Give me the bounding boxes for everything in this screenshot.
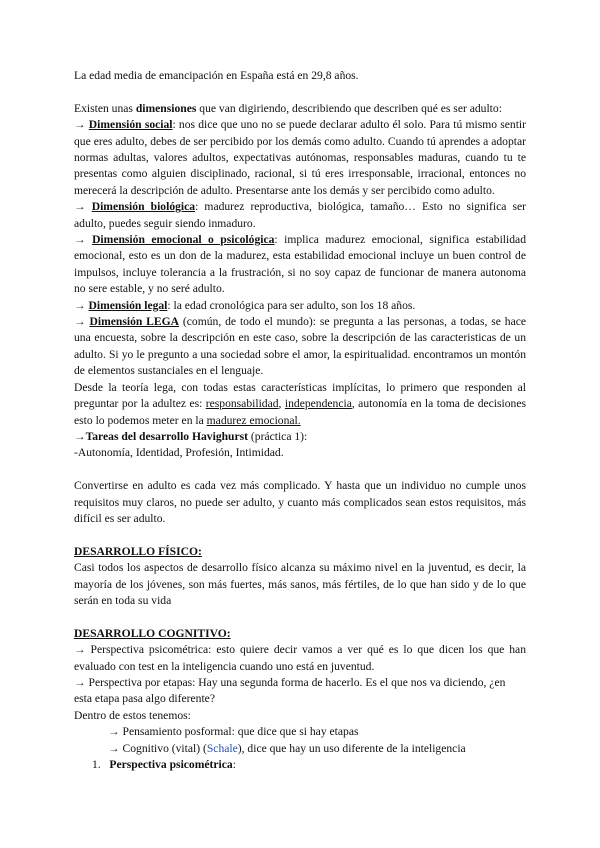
text-span: ), dice que hay un uso diferente de la inteligencia <box>237 741 466 755</box>
arrow-icon: → <box>74 200 92 214</box>
arrow-icon: → <box>74 298 89 312</box>
numbered-item <box>74 757 526 773</box>
text-span: (práctica 1): <box>248 429 308 443</box>
dimension-title: Dimensión emocional o psicológica <box>92 233 275 247</box>
spacer <box>74 84 526 100</box>
dentro-tenemos: Dentro de estos tenemos: <box>74 708 191 722</box>
item-number: 1. <box>92 758 101 771</box>
arrow-icon: → <box>74 429 86 443</box>
perspectiva-etapas: → Perspectiva por etapas: Hay una segunda forma de hacerlo. Es el que nos va diciendo, ¿en esta etapa pasa algo diferente? <box>74 675 506 706</box>
tareas-title: Tareas del desarrollo Havighurst <box>85 429 249 443</box>
convertirse-paragraph: Convertirse en adulto es cada vez más complicado. Y hasta que un individuo no cumple unos requisitos muy claros, no puede ser adulto, y cuanto más complicados sean estos requisitos, más difícil es ser adulto. <box>74 479 526 525</box>
arrow-icon: → <box>74 315 90 329</box>
dimension-title: Dimensión biológica <box>91 200 196 214</box>
text-span: Desde la teoría lega, con todas estas características implícitas, lo primero que responden al preguntar por la adultez es: <box>74 380 526 411</box>
tareas-list: -Autonomía, Identidad, Profesión, Intimidad. <box>74 446 284 460</box>
intro-paragraph: La edad media de emancipación en España está en 29,8 años. <box>74 69 359 82</box>
text-span: : <box>232 758 236 771</box>
sub-cognitivo-vital <box>74 741 526 757</box>
underlined-term: madurez emocional. <box>206 413 301 427</box>
cognitivo-heading: DESARROLLO COGNITIVO: <box>74 626 231 640</box>
text-span: → Cognitivo (vital) ( <box>108 741 207 755</box>
perspectiva-psicometrica: → Perspectiva psicométrica: esto quiere decir vamos a ver qué es lo que dicen los que han evaluado con test en la inteligencia cuando uno está en juventud. <box>74 643 526 673</box>
dimension-text: : implica madurez emocional, significa estabilidad emocional, esto es un don de la madurez, esta estabilidad emocional incluye un buen control de impulsos, incluye tolerancia a la frustración, si no soy capaz de funcionar de manera autonoma no sere estable, y no seré adulto. <box>74 233 526 296</box>
document-page <box>74 68 526 773</box>
arrow-icon: → <box>74 233 93 247</box>
dimension-text: : nos dice que uno no se puede declarar adulto él solo. Para tú mismo sentir que eres adulto, debes de ser percibido por los demás como adulto. Cuando tú aprendes a adoptar normas adultas, valores adultos, expectativas autónomas, responsables maduras, cuando tu te presentas como alguien disciplinado, racional, si tú eres irresponsable, irracional, entonces no merecerá la descripción de adulto. Presentarse ante los demás y ser percibido como adulto. <box>74 118 526 197</box>
arrow-icon: → <box>74 118 89 132</box>
item-title: Perspectiva psicométrica <box>109 758 233 771</box>
underlined-term: independencia <box>284 397 352 411</box>
dimension-title: Dimensión LEGA <box>89 315 180 329</box>
spacer <box>74 527 526 543</box>
text-span: , <box>278 397 285 411</box>
text-span: , autonomía en la toma de decisiones esto lo podemos meter en la <box>74 397 527 427</box>
dimension-legal <box>74 298 526 314</box>
spacer <box>74 609 526 625</box>
text-span: Existen unas <box>74 101 136 115</box>
sub-pensamiento-posformal: → Pensamiento posformal: que dice que si hay etapas <box>108 725 359 739</box>
spacer <box>74 462 526 478</box>
dimension-title: Dimensión legal <box>88 298 168 312</box>
dimension-biologica <box>74 199 526 232</box>
bold-term: dimensiones <box>135 101 197 115</box>
dimension-title: Dimensión social <box>88 118 173 132</box>
tareas-heading <box>74 429 526 445</box>
dimensions-lead <box>74 101 526 117</box>
dimension-lega <box>74 314 526 380</box>
author-name: Schale <box>206 741 238 755</box>
dimension-emocional <box>74 232 526 298</box>
dimension-social <box>74 117 526 199</box>
teoria-lega-paragraph <box>74 380 526 429</box>
text-span: que van digiriendo, describiendo que describen qué es ser adulto: <box>196 101 502 115</box>
dimension-text: (común, de todo el mundo): se pregunta a las personas, a todas, se hace una encuesta, sobre la descripción en este caso, sobre la descripción de las caracteristicas de un adulto. Si yo le pregunto a una sociedad sobre el amor, la espiritualidad. encontramos un montón de elementos sustanciales en el lenguaje. <box>74 315 527 378</box>
dimension-text: : madurez reproductiva, biológica, tamaño… Esto no significa ser adulto, puedes seguir siendo inmaduro. <box>74 200 526 230</box>
underlined-term: responsabilidad <box>205 397 279 411</box>
dimension-text: : la edad cronológica para ser adulto, son los 18 años. <box>167 298 416 312</box>
fisico-paragraph: Casi todos los aspectos de desarrollo físico alcanza su máximo nivel en la juventud, es decir, la mayoría de los jóvenes, son más fuertes, más sanos, más fértiles, de lo que han sido y de lo que serán en toda su vida <box>74 561 526 607</box>
fisico-heading: DESARROLLO FÍSICO: <box>74 544 202 558</box>
